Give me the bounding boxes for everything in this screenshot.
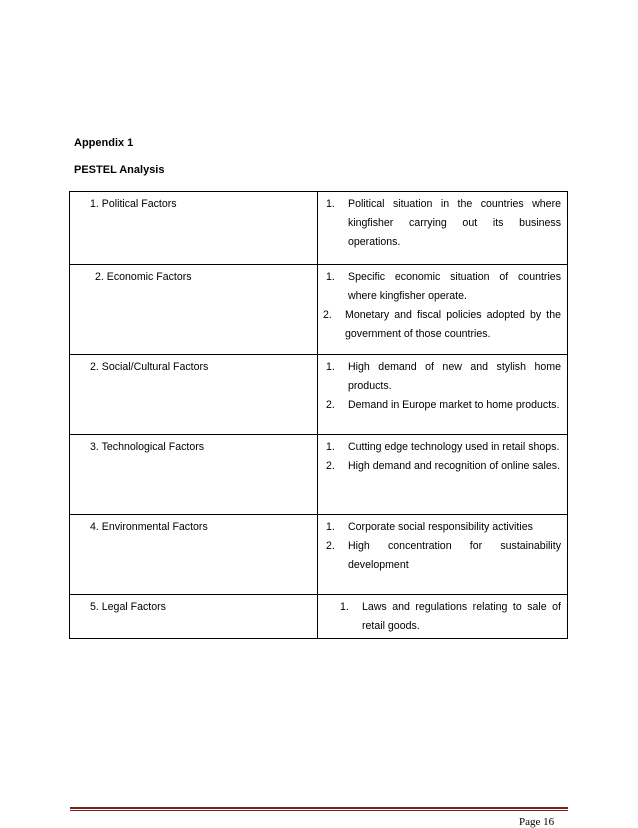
detail-text: Specific economic situation of countries where kingfisher operate. xyxy=(348,271,561,302)
detail-cell xyxy=(318,435,568,515)
factor-cell xyxy=(70,192,318,265)
detail-item xyxy=(323,195,561,252)
detail-number: 2. xyxy=(326,540,335,552)
detail-text: Political situation in the countries where kingfisher carrying out its business operations. xyxy=(348,198,561,248)
detail-cell xyxy=(318,265,568,355)
table-row xyxy=(70,192,568,265)
factor-label: 4. Environmental Factors xyxy=(90,521,208,533)
detail-cell xyxy=(318,192,568,265)
detail-text: Cutting edge technology used in retail shops. xyxy=(348,441,560,453)
detail-cell xyxy=(318,595,568,639)
detail-text: High concentration for sustainability development xyxy=(348,540,561,571)
table-row xyxy=(70,265,568,355)
detail-number: 2. xyxy=(326,399,335,411)
factor-label: 5. Legal Factors xyxy=(90,601,166,613)
factor-cell xyxy=(70,595,318,639)
footer-rule-thin xyxy=(70,810,568,811)
detail-number: 1. xyxy=(326,521,335,533)
detail-item xyxy=(323,518,561,537)
factor-label: 2. Social/Cultural Factors xyxy=(90,361,209,373)
detail-text: Laws and regulations relating to sale of retail goods. xyxy=(362,601,561,632)
footer-rule-thick xyxy=(70,807,568,809)
detail-item xyxy=(323,306,561,344)
detail-item xyxy=(323,598,561,636)
detail-text: Demand in Europe market to home products. xyxy=(348,399,560,411)
factor-label: 3. Technological Factors xyxy=(90,441,205,453)
detail-item xyxy=(323,457,561,476)
table-row xyxy=(70,355,568,435)
detail-text: Monetary and fiscal policies adopted by the government of those countries. xyxy=(345,309,561,340)
detail-text: High demand and recognition of online sales. xyxy=(348,460,561,472)
detail-item xyxy=(323,438,561,457)
pestel-table xyxy=(69,191,568,639)
detail-number: 2. xyxy=(326,460,335,472)
detail-text: High demand of new and stylish home products. xyxy=(348,361,561,392)
detail-cell xyxy=(318,515,568,595)
factor-cell xyxy=(70,265,318,355)
detail-item xyxy=(323,396,561,415)
detail-cell xyxy=(318,355,568,435)
detail-number: 1. xyxy=(326,441,335,453)
detail-number: 1. xyxy=(340,601,349,613)
table-row xyxy=(70,435,568,515)
factor-cell xyxy=(70,515,318,595)
detail-item xyxy=(323,358,561,396)
detail-text: Corporate social responsibility activities xyxy=(348,521,533,533)
factor-label: 1. Political Factors xyxy=(90,198,177,210)
factor-cell xyxy=(70,435,318,515)
detail-number: 2. xyxy=(323,309,332,321)
factor-label: 2. Economic Factors xyxy=(95,271,192,283)
detail-number: 1. xyxy=(326,198,335,210)
appendix-title: Appendix 1 xyxy=(74,137,134,149)
table-row xyxy=(70,515,568,595)
detail-item xyxy=(323,537,561,575)
table-row xyxy=(70,595,568,639)
pestel-table-body xyxy=(70,192,568,639)
detail-number: 1. xyxy=(326,361,335,373)
detail-item xyxy=(323,268,561,306)
page-number: Page 16 xyxy=(519,816,555,828)
detail-number: 1. xyxy=(326,271,335,283)
section-title: PESTEL Analysis xyxy=(74,164,165,176)
factor-cell xyxy=(70,355,318,435)
